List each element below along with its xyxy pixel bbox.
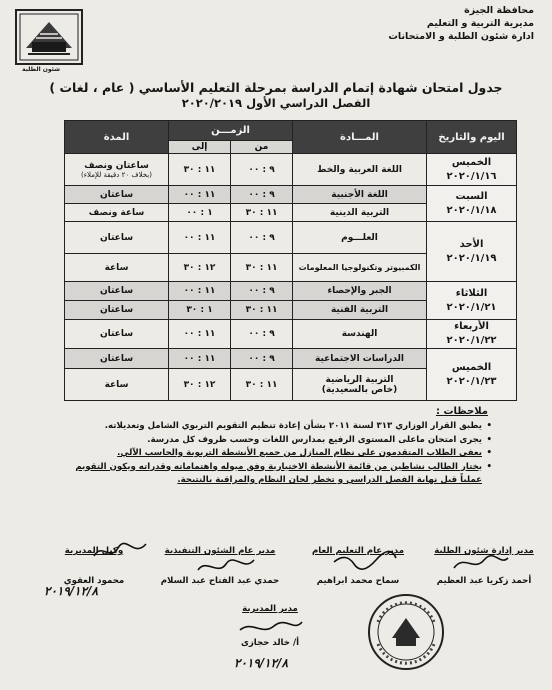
table-row xyxy=(65,349,517,369)
duration-cell: ساعة ونصف xyxy=(65,204,169,222)
time-to-cell: ١٢ : ٣٠ xyxy=(169,369,231,401)
signature-title: مدير عام الشئون التنفيذية xyxy=(164,546,276,556)
notes-title: ملاحظات : xyxy=(435,406,488,417)
duration-cell: ساعتان xyxy=(65,349,169,369)
time-from-cell: ١١ : ٣٠ xyxy=(231,204,293,222)
time-to-cell: ١١ : ٠٠ xyxy=(169,222,231,254)
signature-name: محمود العقوي xyxy=(63,576,125,586)
header-from: من xyxy=(231,141,293,154)
duration-value: ساعتان ونصف xyxy=(84,160,149,171)
time-to-cell: ١١ : ٠٠ xyxy=(169,320,231,349)
time-to-cell: ١١ : ٠٠ xyxy=(169,186,231,204)
day-cell xyxy=(427,320,517,349)
time-from-cell: ٩ : ٠٠ xyxy=(231,282,293,301)
time-to-cell: ١ : ٣٠ xyxy=(169,301,231,320)
header-to: إلى xyxy=(169,141,231,154)
bullet-icon: • xyxy=(486,448,492,458)
directorate-label: مديرية التربية و التعليم xyxy=(426,18,534,29)
list-item xyxy=(52,420,492,434)
logo-caption: شئون الطلبة xyxy=(22,66,61,73)
table-row xyxy=(65,186,517,204)
subject-cell: الهندسة xyxy=(293,320,427,349)
subject-cell xyxy=(293,369,427,401)
subject-cell: اللغة العربية والخط xyxy=(293,154,427,186)
signature-scribble-icon xyxy=(236,618,306,638)
day-date: ٢٠٢٠/١/٢٢ xyxy=(446,335,497,346)
subject-note: (خاص بالسعيدية) xyxy=(321,384,398,395)
note-text: يجرى امتحان ماعلى المستوى الرفيع بمدارس اللغات وحسب ظروف كل مدرسة. xyxy=(147,434,482,445)
duration-cell: ساعة xyxy=(65,369,169,401)
signature-title: مدير المديرية xyxy=(242,604,298,614)
time-from-cell: ٩ : ٠٠ xyxy=(231,186,293,204)
duration-cell: ساعة xyxy=(65,254,169,282)
day-cell xyxy=(427,282,517,320)
day-name: السبت xyxy=(455,190,488,202)
signature-scribble-icon xyxy=(90,538,150,564)
header-block xyxy=(354,4,534,43)
day-date: ٢٠٢٠/١/١٨ xyxy=(446,204,497,216)
day-cell xyxy=(427,349,517,401)
document-title: جدول امتحان شهادة إتمام الدراسة بمرحلة التعليم الأساسي ( عام ، لغات ) xyxy=(49,80,503,95)
time-from-cell: ١١ : ٣٠ xyxy=(231,254,293,282)
subject-cell: الدراسات الاجتماعية xyxy=(293,349,427,369)
day-date: ٢٠٢٠/١/١٦ xyxy=(446,170,497,182)
time-from-cell: ٩ : ٠٠ xyxy=(231,222,293,254)
signature-title: مدير عام التعليم العام xyxy=(311,546,405,556)
duration-cell xyxy=(65,154,169,186)
time-from-cell: ٩ : ٠٠ xyxy=(231,349,293,369)
subject-cell: الكمبيوتر وتكنولوجيا المعلومات xyxy=(293,254,427,282)
note-text: عملياً قبل نهاية الفصل الدراسي و تخطر لجان النظام والمراقبة بالنتيجة. xyxy=(177,475,482,485)
time-from-cell: ١١ : ٣٠ xyxy=(231,369,293,401)
bullet-icon: • xyxy=(486,434,492,445)
time-to-cell: ١١ : ٠٠ xyxy=(169,349,231,369)
bullet-icon: • xyxy=(486,461,492,472)
signature-title: مدير إدارة شئون الطلبة xyxy=(434,546,534,556)
table-row xyxy=(65,222,517,254)
governorate-label: محافظة الجيزة xyxy=(464,5,534,16)
day-date: ٢٠٢٠/١/١٩ xyxy=(446,252,497,264)
official-stamp-icon xyxy=(366,592,446,672)
time-from-cell: ٩ : ٠٠ xyxy=(231,154,293,186)
bullet-icon: • xyxy=(486,421,492,431)
day-cell xyxy=(427,186,517,222)
header-duration: المدة xyxy=(65,121,169,154)
day-date: ٢٠٢٠/١/٢٣ xyxy=(446,375,497,387)
time-from-cell: ١١ : ٣٠ xyxy=(231,301,293,320)
signature-scribble-icon xyxy=(450,552,510,574)
day-name: الأحد xyxy=(459,238,484,250)
directorate-logo-icon xyxy=(14,8,84,66)
list-item xyxy=(52,447,492,461)
subject-cell: اللغة الأجنبية xyxy=(293,186,427,204)
header-day-date: اليوم والتاريخ xyxy=(427,121,517,154)
day-date: ٢٠٢٠/١/٢١ xyxy=(446,301,497,313)
table-row xyxy=(65,320,517,349)
notes-list xyxy=(52,420,492,488)
department-label: ادارة شئون الطلبة و الامتحانات xyxy=(388,31,534,42)
signature-name: أحمد زكريا عبد العظيم xyxy=(436,576,532,586)
duration-cell: ساعتان xyxy=(65,222,169,254)
duration-cell: ساعتان xyxy=(65,301,169,320)
subject-cell: التربية الفنية xyxy=(293,301,427,320)
signature-scribble-icon xyxy=(196,556,256,578)
day-name: الخميس xyxy=(451,156,492,168)
time-to-cell: ١١ : ٠٠ xyxy=(169,282,231,301)
document-subtitle: الفصل الدراسي الأول ٢٠٢٠/٢٠١٩ xyxy=(181,96,371,110)
exam-schedule-table xyxy=(64,120,517,401)
signature-name: حمدي عبد الفتاح عبد السلام xyxy=(160,576,280,586)
day-cell xyxy=(427,222,517,282)
signature-name: أ/ خالد حجازى xyxy=(240,638,300,648)
time-to-cell: ١٢ : ٣٠ xyxy=(169,254,231,282)
subject-cell: الجبر والإحصاء xyxy=(293,282,427,301)
duration-note: (بخلاف ٢٠ دقيقة للإملاء) xyxy=(81,170,152,179)
signature-title: وكيل المديرية xyxy=(64,546,124,556)
signature-date: ٢٠١٩/١٢/٨ xyxy=(234,656,288,670)
subject-cell: العلـــوم xyxy=(293,222,427,254)
time-to-cell: ١ : ٠٠ xyxy=(169,204,231,222)
duration-cell: ساعتان xyxy=(65,320,169,349)
signature-scribble-icon xyxy=(330,550,400,574)
list-item xyxy=(52,461,492,475)
subject-name: التربية الرياضية xyxy=(325,374,394,385)
day-name: الأربعاء xyxy=(454,321,489,332)
note-text: يعفى الطلاب المتقدمون على نظام المنازل من جميع الأنشطة التربوية والحاسب الآلي. xyxy=(117,448,482,458)
note-text: يطبق القرار الوزاري ٣١٣ لسنة ٢٠١١ بشأن إعادة تنظيم التقويم التربوي الشامل وتعديلاته. xyxy=(104,421,482,431)
list-item xyxy=(52,474,492,488)
day-cell xyxy=(427,154,517,186)
time-to-cell: ١١ : ٣٠ xyxy=(169,154,231,186)
table-row xyxy=(65,154,517,186)
time-from-cell: ٩ : ٠٠ xyxy=(231,320,293,349)
list-item xyxy=(52,434,492,448)
table-row xyxy=(65,282,517,301)
duration-cell: ساعتان xyxy=(65,282,169,301)
signature-date: ٢٠١٩/١٢/٨ xyxy=(44,584,98,598)
header-time: الزمـــن xyxy=(169,121,293,141)
day-name: الثلاثاء xyxy=(455,287,488,299)
note-text: يختار الطالب نشاطين من قائمة الأنشطة الاختيارية وفق ميوله واهتماماته وقدراته ويكون التقويم xyxy=(75,461,482,472)
signature-name: سماح محمد ابراهيم xyxy=(316,576,400,586)
day-name: الخميس xyxy=(451,361,492,373)
subject-cell: التربية الدينية xyxy=(293,204,427,222)
header-subject: المـــادة xyxy=(293,121,427,154)
duration-cell: ساعتان xyxy=(65,186,169,204)
